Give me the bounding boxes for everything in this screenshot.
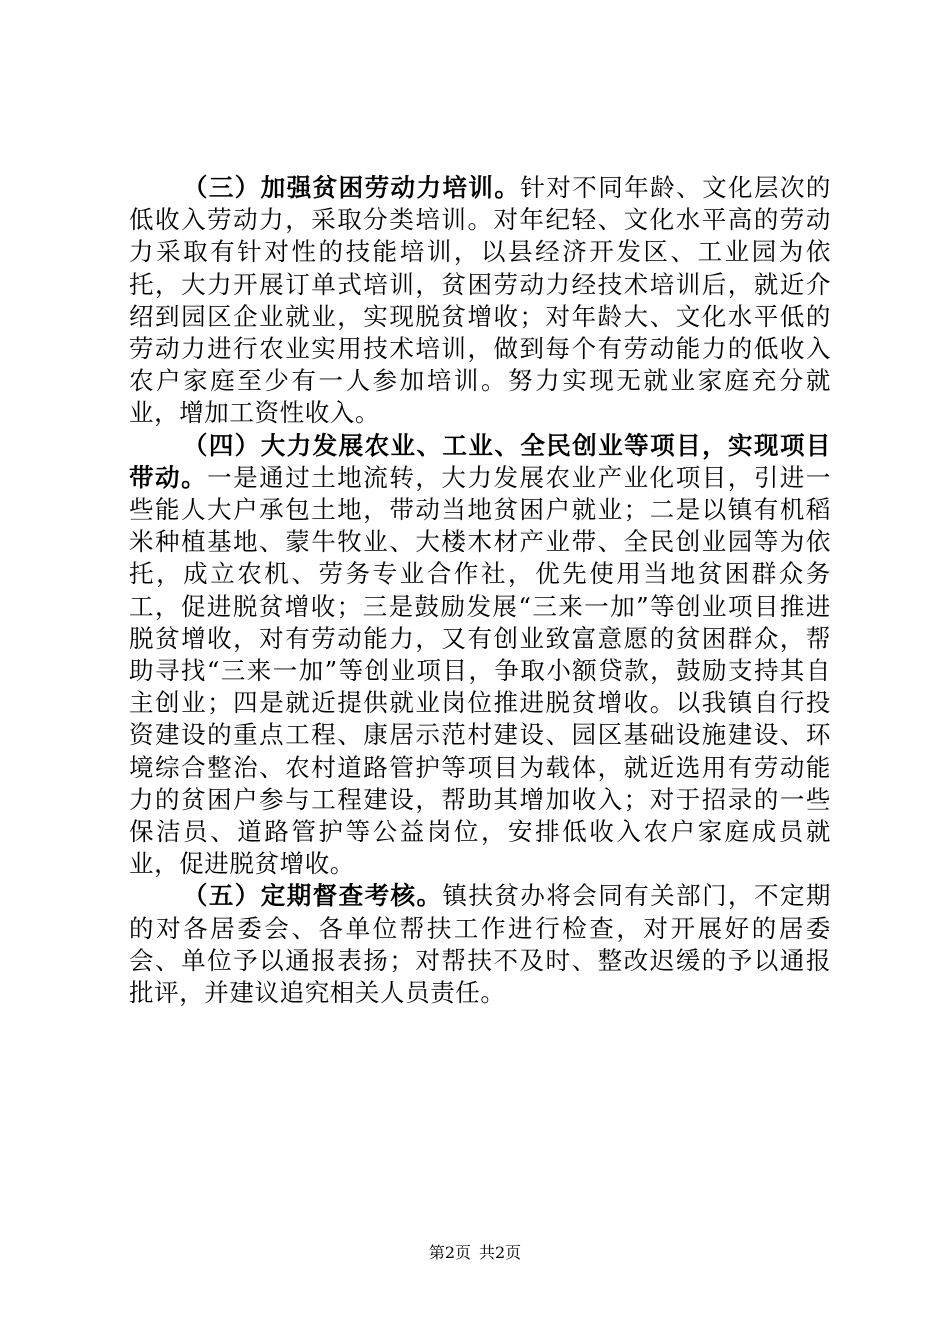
paragraph-body: 一是通过土地流转，大力发展农业产业化项目，引进一些能人大户承包土地，带动当地贫困户就业；二是以镇有机稻米种植基地、蒙牛牧业、大楼木材产业带、全民创业园等为依托，成立农机、劳务专业合作社，优先使用当地贫困群众务工，促进脱贫增收；三是鼓励发展“三来一加”等创业项目推进脱贫增收，对有劳动能力，又有创业致富意愿的贫困群众，帮助寻找“三来一加”等创业项目，争取小额贷款，鼓励支持其自主创业；四是就近提供就业岗位推进脱贫增收。以我镇自行投资建设的重点工程、康居示范村建设、园区基础设施建设、环境综合整治、农村道路管护等项目为载体，就近选用有劳动能力的贫困户参与工程建设，帮助其增加收入；对于招录的一些保洁员、道路管护等公益岗位，安排低收入农户家庭成员就业，促进脱贫增收。 [129, 462, 831, 879]
page-footer [0, 1243, 950, 1263]
paragraph-training [129, 172, 831, 430]
page-total: 共2页 [479, 1243, 522, 1262]
paragraph-heading: （四）大力发展农业、工业、全民创业等项目，实现项目带动。 [129, 430, 831, 492]
paragraph-inspection [129, 880, 831, 1009]
paragraph-body: 针对不同年龄、文化层次的低收入劳动力，采取分类培训。对年纪轻、文化水平高的劳动力采取有针对性的技能培训，以县经济开发区、工业园为依托，大力开展订单式培训，贫困劳动力经技术培训后，就近介绍到园区企业就业，实现脱贫增收；对年龄大、文化水平低的劳动力进行农业实用技术培训，做到每个有劳动能力的低收入农户家庭至少有一人参加培训。努力实现无就业家庭充分就业，增加工资性收入。 [129, 173, 831, 428]
page-number: 第2页 [428, 1243, 471, 1262]
paragraph-heading: （三）加强贫困劳动力培训。 [182, 173, 521, 202]
paragraph-projects [129, 430, 831, 881]
document-body [129, 172, 831, 1009]
paragraph-body: 镇扶贫办将会同有关部门，不定期的对各居委会、各单位帮扶工作进行检查，对开展好的居委会、单位予以通报表扬；对帮扶不及时、整改迟缓的予以通报批评，并建议追究相关人员责任。 [129, 881, 832, 1008]
paragraph-heading: （五）定期督查考核。 [182, 881, 443, 911]
